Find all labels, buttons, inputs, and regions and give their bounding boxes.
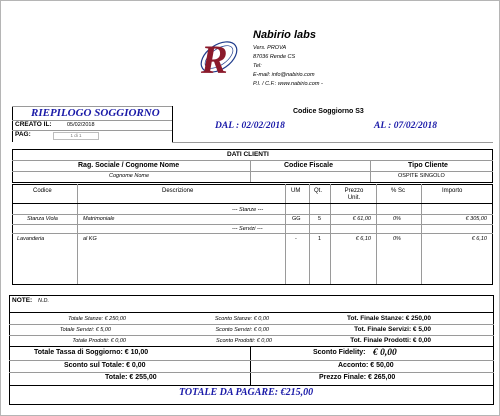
col-disc: % Sc [391,188,406,194]
total-discount: Sconto sul Totale: € 0,00 [64,362,146,369]
company-address-1: Vers. PROVA [253,45,287,51]
row-code: Stanza Viola [27,216,58,222]
stay-code: Codice Soggiorno S3 [293,108,364,115]
discount-rooms: Sconto Stanze: € 0,00 [214,316,269,322]
notes-label: NOTE: [12,297,33,304]
col-desc: Descrizione [162,188,194,194]
to-date: AL : 07/02/2018 [374,121,437,131]
created-label: CREATO IL: [15,121,52,128]
discount-products: Sconto Prodotti: € 0,00 [216,338,272,344]
created-value: 05/02/2018 [67,122,95,128]
company-email: E-mail: info@nabirio.com [253,72,315,78]
discount-services: Sconto Servizi: € 0,00 [215,327,269,333]
final-products: Tot. Finale Prodotti: € 0,00 [350,337,431,344]
total-services: Totale Servizi: € 5,00 [59,327,111,333]
page-label: PAG: [15,131,31,138]
final-services: Tot. Finale Servizi: € 5,00 [354,326,431,333]
fidelity-label: Sconto Fidelity: [313,349,366,356]
deposit: Acconto: € 50,00 [338,362,394,369]
page-indicator: 1 di 1 [53,132,99,140]
row-code: Lavanderia [17,236,45,242]
row-amount: € 305,00 [465,216,487,222]
col-qty: Qt. [314,188,323,194]
row-amount: € 6,10 [471,236,487,242]
client-col-name: Rag. Sociale / Cognome Nome [78,162,180,169]
row-price: € 6,10 [355,236,371,242]
section-rooms: --- Stanze --- [232,207,264,213]
final-price: Prezzo Finale: € 265,00 [319,374,396,381]
col-code: Codice [33,188,52,194]
client-col-tax: Codice Fiscale [284,162,334,169]
nabirio-logo-icon [189,27,245,83]
col-price: Prezzo Unit. [344,188,364,201]
row-qty: 1 [318,236,322,242]
client-type-value: OSPITE SINGOLO [398,173,445,179]
from-date: DAL : 02/02/2018 [215,121,285,131]
total-rooms: Totale Stanze: € 250,00 [68,316,126,322]
row-price: € 61,00 [352,216,371,222]
company-name: Nabirio labs [253,29,316,41]
notes-value: N.D. [38,298,49,304]
col-amount: Importo [442,188,463,194]
row-desc: Matrimoniale [83,216,115,222]
tourist-tax: Totale Tassa di Soggiorno: € 10,00 [34,349,149,356]
company-phone: Tel: [253,63,262,69]
final-rooms: Tot. Finale Stanze: € 250,00 [346,315,431,322]
total: Totale: € 255,00 [105,374,157,381]
client-col-type: Tipo Cliente [408,162,448,169]
total-to-pay: TOTALE DA PAGARE: €215,00 [179,387,314,398]
col-um: UM [291,188,301,194]
page-title: RIEPILOGO SOGGIORNO [31,107,160,119]
row-desc: al KG [83,236,97,242]
client-section-title: DATI CLIENTI [227,151,269,158]
svg-text:R: R [201,37,228,82]
fidelity-value: € 0,00 [373,348,397,358]
row-qty: 5 [318,216,322,222]
row-um: - [295,236,297,242]
row-um: GG [292,216,301,222]
row-disc: 0% [393,216,401,222]
section-services: --- Servizi --- [232,226,263,232]
company-info [253,29,453,89]
company-address-2: 87036 Rende CS [253,54,296,60]
client-name-value: Cognome Nome [109,173,150,179]
row-disc: 0% [393,236,401,242]
company-tax: P.I. / C.F.: www.nabirio.com - [253,81,323,87]
total-products: Totale Prodotti: € 0,00 [72,338,126,344]
